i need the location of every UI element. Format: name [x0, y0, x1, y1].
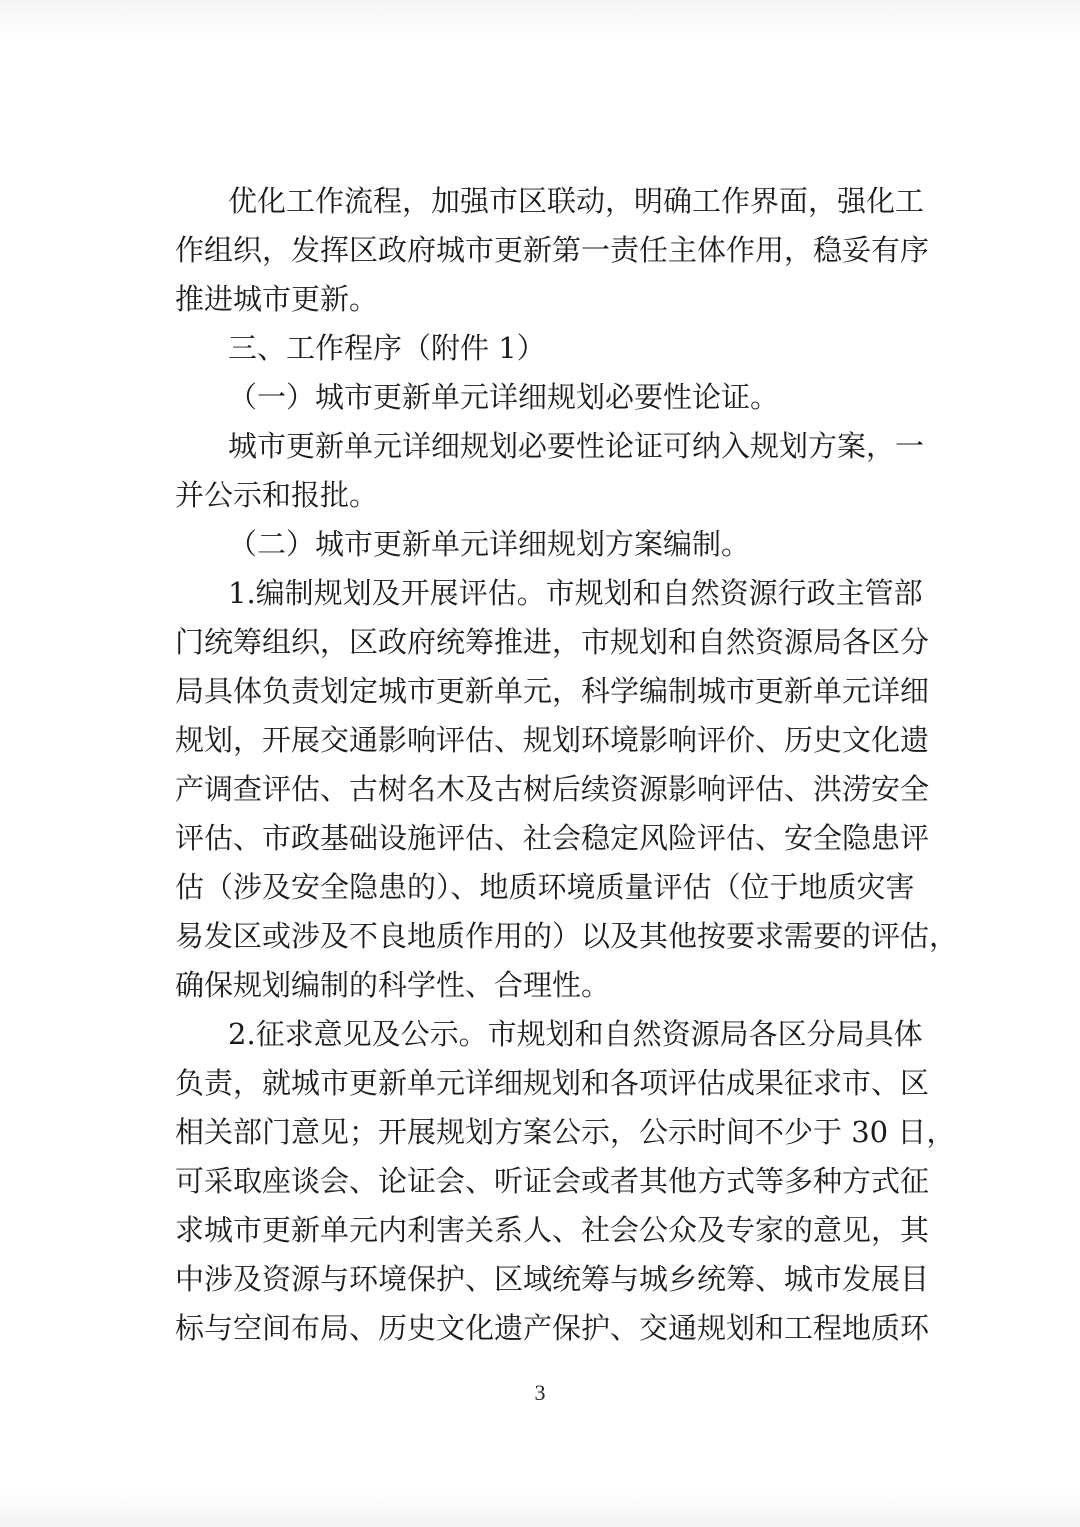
body-line: 相关部门意见；开展规划方案公示，公示时间不少于 30 日，	[175, 1115, 956, 1149]
body-line: 估（涉及安全隐患的）、地质环境质量评估（位于地质灾害	[175, 870, 915, 904]
body-line: 优化工作流程，加强市区联动，明确工作界面，强化工	[228, 184, 925, 218]
body-line: 1.编制规划及开展评估。市规划和自然资源行政主管部	[228, 576, 923, 610]
body-line: 推进城市更新。	[175, 282, 379, 316]
body-line: 局具体负责划定城市更新单元，科学编制城市更新单元详细	[175, 674, 930, 708]
body-line: 中涉及资源与环境保护、区域统筹与城乡统筹、城市发展目	[175, 1262, 930, 1296]
body-line: 门统筹组织，区政府统筹推进，市规划和自然资源局各区分	[175, 625, 930, 659]
page-number: 3	[534, 1380, 546, 1405]
body-line: 标与空间布局、历史文化遗产保护、交通规划和工程地质环	[175, 1311, 930, 1345]
body-line: 2.征求意见及公示。市规划和自然资源局各区分局具体	[228, 1017, 923, 1051]
body-line: 确保规划编制的科学性、合理性。	[175, 968, 611, 1002]
body-line: 评估、市政基础设施评估、社会稳定风险评估、安全隐患评	[175, 821, 930, 855]
body-line: 产调查评估、古树名木及古树后续资源影响评估、洪涝安全	[175, 772, 930, 806]
section-heading: 三、工作程序（附件 1）	[228, 331, 546, 365]
body-line: 规划，开展交通影响评估、规划环境影响评价、历史文化遗	[175, 723, 930, 757]
body-line: 负责，就城市更新单元详细规划和各项评估成果征求市、区	[175, 1066, 930, 1100]
body-line: 并公示和报批。	[175, 478, 379, 512]
subsection-heading: （二）城市更新单元详细规划方案编制。	[228, 527, 751, 561]
subsection-heading: （一）城市更新单元详细规划必要性论证。	[228, 380, 780, 414]
body-line: 可采取座谈会、论证会、听证会或者其他方式等多种方式征	[175, 1164, 930, 1198]
body-line: 城市更新单元详细规划必要性论证可纳入规划方案，一	[228, 429, 925, 463]
body-line: 作组织，发挥区政府城市更新第一责任主体作用，稳妥有序	[175, 233, 930, 267]
body-line: 求城市更新单元内利害关系人、社会公众及专家的意见，其	[175, 1213, 930, 1247]
body-line: 易发区或涉及不良地质作用的）以及其他按要求需要的评估，	[175, 919, 959, 953]
